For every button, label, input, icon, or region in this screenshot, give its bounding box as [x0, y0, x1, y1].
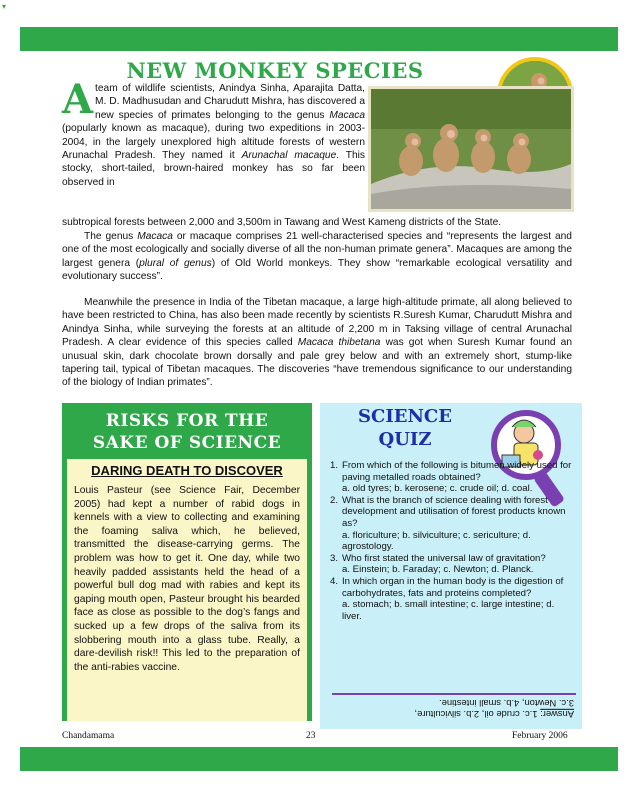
quiz-answer-inverted: Answer: 1.c. crude oil, 2.b. silviculture, 3.c. Newton, 4.b. small intestine. [414, 697, 574, 720]
quiz-question: 3. Who first stated the universal law of gravitation? a. Einstein; b. Faraday; c. Newton; d. Planck. [330, 552, 546, 576]
corner-mark: ▾ [2, 2, 7, 11]
article-title: NEW MONKEY SPECIES [126, 58, 424, 83]
answer-divider [332, 693, 576, 695]
footer-page-number: 23 [306, 731, 316, 741]
genus-paragraph: The genus Macaca or macaque comprises 21 well-characterised species and “represents the largest and one of the most ecologically and socially diverse of all the non-human primate genera”. Macaques are among the largest genera (plural of genus) of Old World monkeys. They show “remarkable ecological versatility and evolutionary success”. [62, 231, 572, 283]
risks-title: RISKS FOR THE SAKE OF SCIENCE [92, 411, 282, 453]
risks-subtitle: DARING DEATH TO DISCOVER [91, 463, 283, 478]
dropcap-letter: A [62, 76, 94, 123]
footer-issue-date: February 2006 [512, 731, 568, 741]
intro-paragraph: A team of wildlife scientists, Anindya Sinha, Aparajita Datta, M. D. Madhusudan and Charudutt Mishra, has discovered a new species of primates belonging to the genus Macaca (popularly known as macaque), during two expeditions in 2003-2004, in the largely unexplored high altitude forests of western Arunachal Pradesh. They named it Arunachal macaque. This stocky, short-tailed, brown-haired monkey has so far been observed in [62, 76, 365, 188]
top-green-band [20, 27, 618, 51]
intro-paragraph-continued: subtropical forests between 2,000 and 3,500m in Tawang and West Kameng districts of the State. [62, 217, 502, 228]
quiz-question: 2. What is the branch of science dealing with forest development and utilisation of forest products known as? a. floriculture; b. silviculture; c. sericulture; d. agrostology. [330, 494, 566, 553]
risks-for-science-box [62, 403, 312, 721]
quiz-question: 4. In which organ in the human body is the digestion of carbohydrates, fats and proteins completed? a. stomach; b. small intestine; c. large intestine; d. liver. [330, 575, 564, 622]
risks-text: Louis Pasteur (see Science Fair, December 2005) had kept a number of rabid dogs in kennels with a view to collecting and examining the foaming saliva which, he believed, transmitted the disease-carrying germs. The problem was how to get it. One day, while two heavily padded assistants held the head of a powerful bull dog mad with rabies and kept its gaping mouth open, Pasteur brought his bearded face as close as possible to the dog’s fangs and sucked up a few drops of the saliva from its slobbering mouth into a glass tube. Really, a dare-devilish risk!! This led to the preparation of the anti-rabies vaccine. [74, 485, 300, 673]
quiz-question: 1. From which of the following is bitumen widely used for paving metalled roads obtained? a. old tyres; b. kerosene; c. crude oil; d. coal. [330, 460, 572, 495]
quiz-title: SCIENCE QUIZ [358, 406, 452, 450]
risks-content [67, 459, 307, 721]
quiz-questions [330, 460, 576, 622]
monkeys-on-rock-photo [368, 86, 574, 212]
footer-magazine-name: Chandamama [62, 731, 115, 741]
bottom-green-band [20, 747, 618, 771]
tibetan-macaque-paragraph: Meanwhile the presence in India of the Tibetan macaque, a large high-altitude primate, all along believed to have been restricted to China, has also been made recently by scientists R.Suresh Kumar, Charudutt Mishra and Anindya Sinha, while surveying the forests at an altitude of 2,200 m in Taksing village of central Arunachal Pradesh. A clear evidence of this species called Macaca thibetana was got when Suresh Kumar found an unusual skin, dark chocolate brown dorsally and pale grey below and with an extremely short, stump-like tapering tail, typical of Tibetan macaques. The discoveries “have tremendous significance to our understanding of the biology of Indian primates”. [62, 297, 572, 389]
